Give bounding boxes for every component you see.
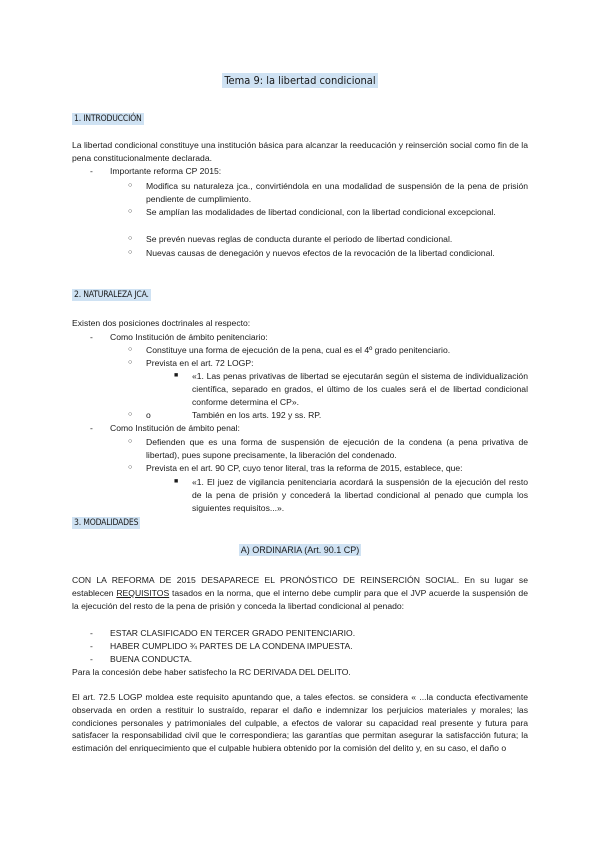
- document-title: Tema 9: la libertad condicional: [224, 74, 376, 87]
- dash-bullet: -: [90, 628, 93, 638]
- circle-bullet: ○: [128, 359, 133, 366]
- section-heading-naturaleza: 2. NATURALEZA JCA.: [74, 290, 149, 300]
- cp-quote: «1. El juez de vigilancia penitenciaria acordará la suspensión de la ejecución del resto de la pena de prisión y concederá la libertad condicional al penado que cumpla los siguientes requisitos...».: [192, 477, 528, 513]
- reform-item: Se prevén nuevas reglas de conducta durante el periodo de libertad condicional.: [146, 234, 453, 244]
- requirement-item: ESTAR CLASIFICADO EN TERCER GRADO PENITENCIARIO.: [110, 628, 356, 638]
- dash-bullet: -: [90, 166, 93, 176]
- rp-reference: También en los arts. 192 y ss. RP.: [192, 410, 322, 420]
- extra-marker: o: [146, 410, 151, 420]
- logp-paragraph: El art. 72.5 LOGP moldea este requisito apuntando que, a tales efectos. se considera « ...la conducta efectivamente observada en orden a restituir lo sustraído, reparar el daño e indemnizar los perjuicios materiales y morales; las condiciones personales y patrimoniales del culpable, a efectos de valorar su capacidad real presente y futura para satisfacer la responsabilidad civil que le correspondiera; las garantías que permitan asegurar la satisfacción futura; la estimación del enriquecimiento que el culpable hubiera obtenido por la comisión del delito y, en su caso, el daño o: [72, 692, 528, 754]
- subheading-ordinaria: A) ORDINARIA (Art. 90.1 CP): [240, 545, 360, 555]
- position-item: Prevista en el art. 90 CP, cuyo tenor literal, tras la reforma de 2015, establece, que:: [146, 463, 463, 473]
- position-penal: Como Institución de ámbito penal:: [110, 423, 240, 433]
- reform-item: Se amplían las modalidades de libertad condicional, con la libertad condicional excepcional.: [146, 207, 496, 217]
- requirement-item: HABER CUMPLIDO ¾ PARTES DE LA CONDENA IMPUESTA.: [110, 641, 353, 651]
- doctrine-intro: Existen dos posiciones doctrinales al respecto:: [72, 318, 251, 328]
- dash-bullet: -: [90, 423, 93, 433]
- requirement-item: BUENA CONDUCTA.: [110, 654, 192, 664]
- circle-bullet: ○: [128, 208, 133, 215]
- reform-label: Importante reforma CP 2015:: [110, 166, 222, 176]
- circle-bullet: ○: [128, 249, 133, 256]
- circle-bullet: ○: [128, 438, 133, 445]
- reform-item: Modifica su naturaleza jca., convirtiéndola en una modalidad de suspensión de la pena de prisión pendiente de cumplimiento.: [146, 181, 528, 204]
- dash-bullet: -: [90, 641, 93, 651]
- logp-quote: «1. Las penas privativas de libertad se ejecutarán según el sistema de individualización científica, separado en grados, el último de los cuales será el de libertad condicional conforme determina el CP».: [192, 371, 528, 407]
- requisitos-term: REQUISITOS: [116, 587, 170, 598]
- reform-paragraph: CON LA REFORMA DE 2015 DESAPARECE EL PRONÓSTICO DE REINSERCIÓN SOCIAL. En su lugar se establecen REQUISITOS tasados en la norma, que el interno debe cumplir para que el JVP acuerde la suspensión de la ejecución del resto de la pena de prisión y conceda la libertad condicional al penado:: [72, 575, 528, 611]
- rc-paragraph: Para la concesión debe haber satisfecho la RC DERIVADA DEL DELITO.: [72, 667, 351, 677]
- reform-item: Nuevas causas de denegación y nuevos efectos de la revocación de la libertad condicional.: [146, 248, 495, 258]
- circle-bullet: ○: [128, 464, 133, 471]
- dash-bullet: -: [90, 654, 93, 664]
- position-item: Defienden que es una forma de suspensión de ejecución de la condena (a pena privativa de libertad), pues supone precisamente, la liberación del condenado.: [146, 437, 528, 460]
- position-item: Constituye una forma de ejecución de la pena, cual es el 4º grado penitenciario.: [146, 345, 451, 355]
- intro-paragraph: La libertad condicional constituye una institución básica para alcanzar la reeducación y reinserción social como fin de la pena constitucionalmente declarada.: [72, 140, 528, 163]
- circle-bullet: ○: [128, 411, 133, 418]
- position-item: Prevista en el art. 72 LOGP:: [146, 358, 254, 368]
- square-bullet: ■: [174, 372, 179, 379]
- section-heading-modalidades: 3. MODALIDADES: [74, 518, 139, 528]
- circle-bullet: ○: [128, 182, 133, 189]
- dash-bullet: -: [90, 332, 93, 342]
- circle-bullet: ○: [128, 346, 133, 353]
- circle-bullet: ○: [128, 235, 133, 242]
- position-penitenciario: Como Institución de ámbito penitenciario:: [110, 332, 268, 342]
- section-heading-introduccion: 1. INTRODUCCIÓN: [74, 114, 142, 124]
- square-bullet: ■: [174, 478, 179, 485]
